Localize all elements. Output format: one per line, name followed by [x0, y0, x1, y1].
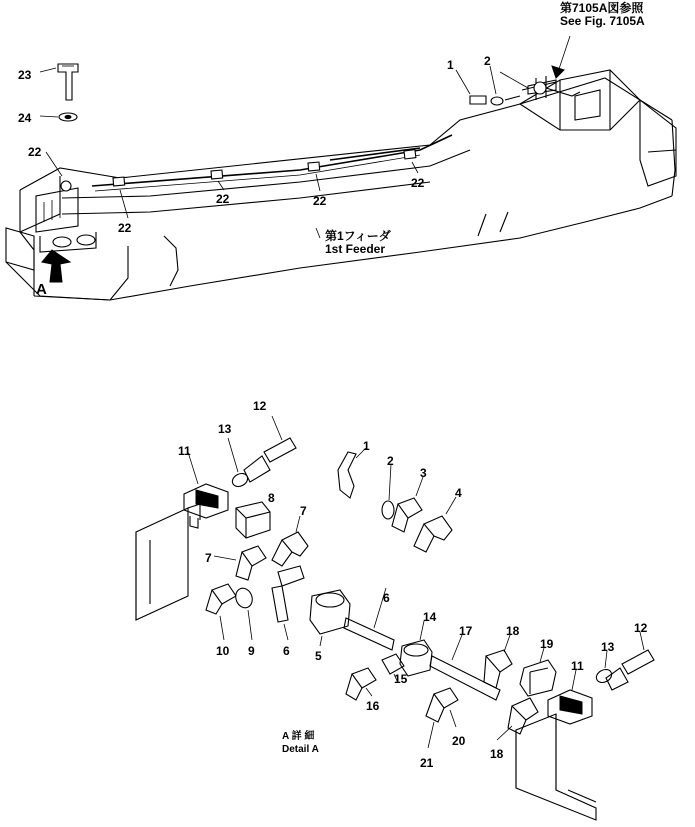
- callout-22: 22: [28, 145, 42, 159]
- callout-23: 23: [18, 68, 32, 82]
- feeder-title-en: 1st Feeder: [325, 242, 386, 256]
- callout-6: 6: [383, 591, 390, 605]
- callout-11: 11: [571, 659, 584, 673]
- callout-9: 9: [248, 644, 255, 658]
- detail-label-en: Detail A: [282, 744, 319, 755]
- callout-4: 4: [455, 486, 462, 500]
- callout-12: 12: [253, 399, 267, 413]
- callout-14: 14: [423, 610, 437, 624]
- callout-21: 21: [420, 756, 434, 770]
- callout-2: 2: [387, 454, 394, 468]
- ref-note-en: See Fig. 7105A: [560, 14, 645, 28]
- callout-13: 13: [601, 640, 615, 654]
- callout-8: 8: [268, 491, 275, 505]
- callout-1: 1: [447, 58, 454, 72]
- callout-11: 11: [178, 444, 191, 458]
- callout-17: 17: [459, 624, 473, 638]
- callout-18: 18: [506, 624, 520, 638]
- callout-22: 22: [411, 176, 425, 190]
- section-marker-a: A: [36, 281, 47, 298]
- callout-7: 7: [205, 551, 212, 565]
- callout-12: 12: [634, 621, 648, 635]
- feeder-title-jp: 第1フィーダ: [325, 229, 391, 243]
- callout-13: 13: [218, 422, 232, 436]
- callout-24: 24: [18, 111, 32, 125]
- callout-19: 19: [540, 637, 554, 651]
- callout-2: 2: [484, 54, 491, 68]
- callout-10: 10: [216, 644, 230, 658]
- callout-1: 1: [363, 439, 370, 453]
- detail-label-jp: A 詳 細: [282, 731, 315, 742]
- callout-18: 18: [490, 747, 504, 761]
- callout-7: 7: [300, 504, 307, 518]
- callout-3: 3: [420, 466, 427, 480]
- callout-22: 22: [118, 221, 132, 235]
- callout-15: 15: [394, 672, 408, 686]
- callout-22: 22: [216, 192, 230, 206]
- ref-note-jp: 第7105A図参照: [560, 1, 644, 15]
- callout-16: 16: [366, 699, 380, 713]
- callout-6: 6: [283, 644, 290, 658]
- callout-20: 20: [452, 734, 466, 748]
- callout-22: 22: [313, 194, 327, 208]
- callout-5: 5: [315, 649, 322, 663]
